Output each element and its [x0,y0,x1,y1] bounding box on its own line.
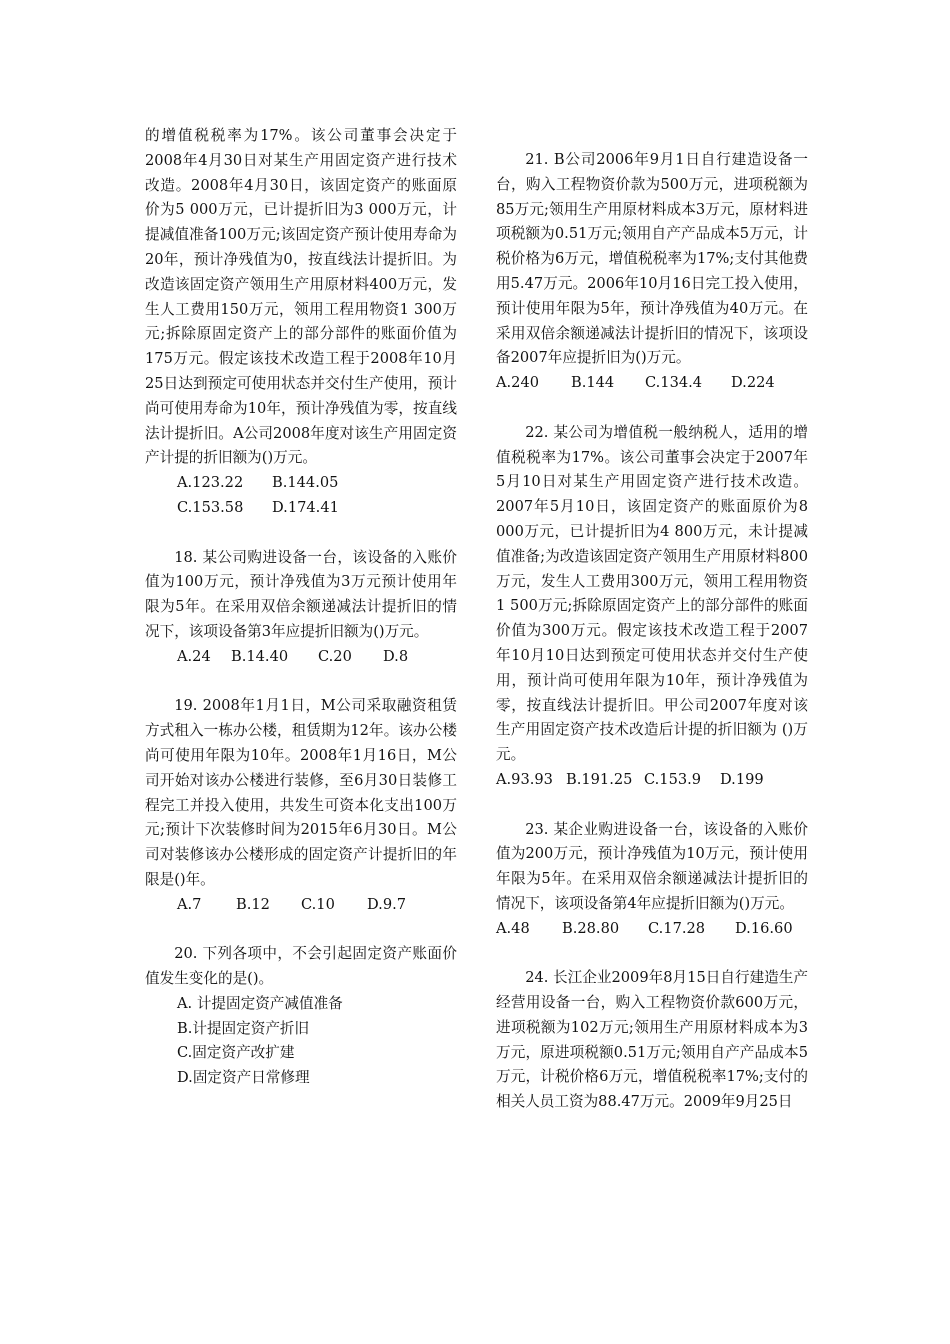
option-d: D.9.7 [367,895,407,913]
right-column [496,148,808,1115]
option-c: C.20 [318,647,352,665]
option-b: B.12 [236,895,270,913]
option-c: C.固定资产改扩建 [177,1044,295,1062]
option-a: A.123.22 [177,474,244,492]
option-d: D.224 [731,374,775,392]
option-c: C.134.4 [645,374,703,392]
option-a: A.24 [177,647,211,665]
question-23-options [496,917,808,942]
question-17-options-row-2 [145,496,457,521]
question-17-options-row-1 [145,471,457,496]
option-b: B.28.80 [562,919,620,937]
question-20: 20. 下列各项中，不会引起固定资产账面价值发生变化的是()。 [145,945,457,988]
question-23: 23. 某企业购进设备一台，该设备的入账价值为200万元，预计净残值为10万元，预计使用年限为5年。在采用双倍余额递减法计提折旧的情况下，该项设备第4年应提折旧额为()万元。 [496,820,808,912]
option-a: A.240 [496,374,540,392]
option-c: C.10 [301,895,335,913]
question-19-options [145,893,457,918]
option-a: A.93.93 [496,770,553,788]
left-column [145,124,457,1091]
option-d: D.174.41 [272,498,339,516]
option-d: D.8 [383,647,409,665]
option-d: D.固定资产日常修理 [177,1069,310,1087]
option-b: B.14.40 [231,647,289,665]
question-22-options [496,768,808,793]
option-c: C.153.58 [177,498,244,516]
option-b: B.191.25 [566,770,633,788]
question-18-options [145,645,457,670]
option-b: B.144.05 [272,474,339,492]
option-c: C.153.9 [644,770,702,788]
option-a: A. 计提固定资产减值准备 [177,994,343,1012]
option-a: A.48 [496,919,530,937]
question-22: 22. 某公司为增值税一般纳税人，适用的增值税税率为17%。该公司董事会决定于2007年5月10日对某生产用固定资产进行技术改造。2007年5月10日，该固定资产的账面原价为8 000万元，已计提折旧为4 800万元，未计提减值准备;为改造该固定资产领用生产用原材料800万元，发生人工费用300万元，领用工程用物资1 500万元;拆除原固定资产上的部分部件的账面价值为300万元。假定该技术改造工程于2007年10月10日达到预定可使用状态并交付生产使用，预计尚可使用年限为10年，预计净残值为零，按直线法计提折旧。甲公司2007年度对该生产用固定资产技术改造后计提的折旧额为 ()万元。 [496,423,808,764]
option-d: D.16.60 [735,919,793,937]
question-24: 24. 长江企业2009年8月15日自行建造生产经营用设备一台，购入工程物资价款600万元，进项税额为102万元;领用生产用原材料成本为3万元，原进项税额0.51万元;领用自产产品成本5万元，计税价格6万元，增值税税率17%;支付的相关人员工资为88.47万元。2009年9月25日 [496,969,808,1111]
question-21-options [496,371,808,396]
question-21: 21. B公司2006年9月1日自行建造设备一台，购入工程物资价款为500万元，进项税额为 85万元;领用生产用原材料成本3万元，原材料进项税额为0.51万元;领用自产产品成本5万元，计税价格为6万元，增值税税率为17%;支付其他费用5.47万元。2006年10月16日完工投入使用，预计使用年限为5年，预计净残值为40万元。在采用双倍余额递减法计提折旧的情况下，该项设备2007年应提折旧为()万元。 [496,151,808,367]
question-17-continued: 的增值税税率为17%。该公司董事会决定于2008年4月30日对某生产用固定资产进行技术改造。2008年4月30日，该固定资产的账面原价为5 000万元，已计提折旧为3 000万元，计提减值准备100万元;该固定资产预计使用寿命为20年，预计净残值为0，按直线法计提折旧。为改造该固定资产领用生产用原材料400万元，发生人工费用150万元，领用工程用物资1 300万元;拆除原固定资产上的部分部件的账面价值为175万元。假定该技术改造工程于2008年10月25日达到预定可使用状态并交付生产使用，预计尚可使用寿命为10年，预计净残值为零，按直线法计提折旧。A公司2008年度对该生产用固定资产计提的折旧额为()万元。 [145,127,457,467]
option-c: C.17.28 [648,919,706,937]
option-a: A.7 [177,895,202,913]
option-b: B.144 [571,374,615,392]
question-18: 18. 某公司购进设备一台，该设备的入账价值为100万元，预计净残值为3万元预计使用年限为5年。在采用双倍余额递减法计提折旧的情况下，该项设备第3年应提折旧额为()万元。 [145,548,457,640]
option-b: B.计提固定资产折旧 [177,1019,310,1037]
option-d: D.199 [720,770,764,788]
question-19: 19. 2008年1月1日，M公司采取融资租赁方式租入一栋办公楼，租赁期为12年。该办公楼尚可使用年限为10年。2008年1月16日，M公司开始对该办公楼进行装修，至6月30日装修工程完工并投入使用，共发生可资本化支出100万元;预计下次装修时间为2015年6月30日。M公司对装修该办公楼形成的固定资产计提折旧的年限是()年。 [145,697,457,888]
